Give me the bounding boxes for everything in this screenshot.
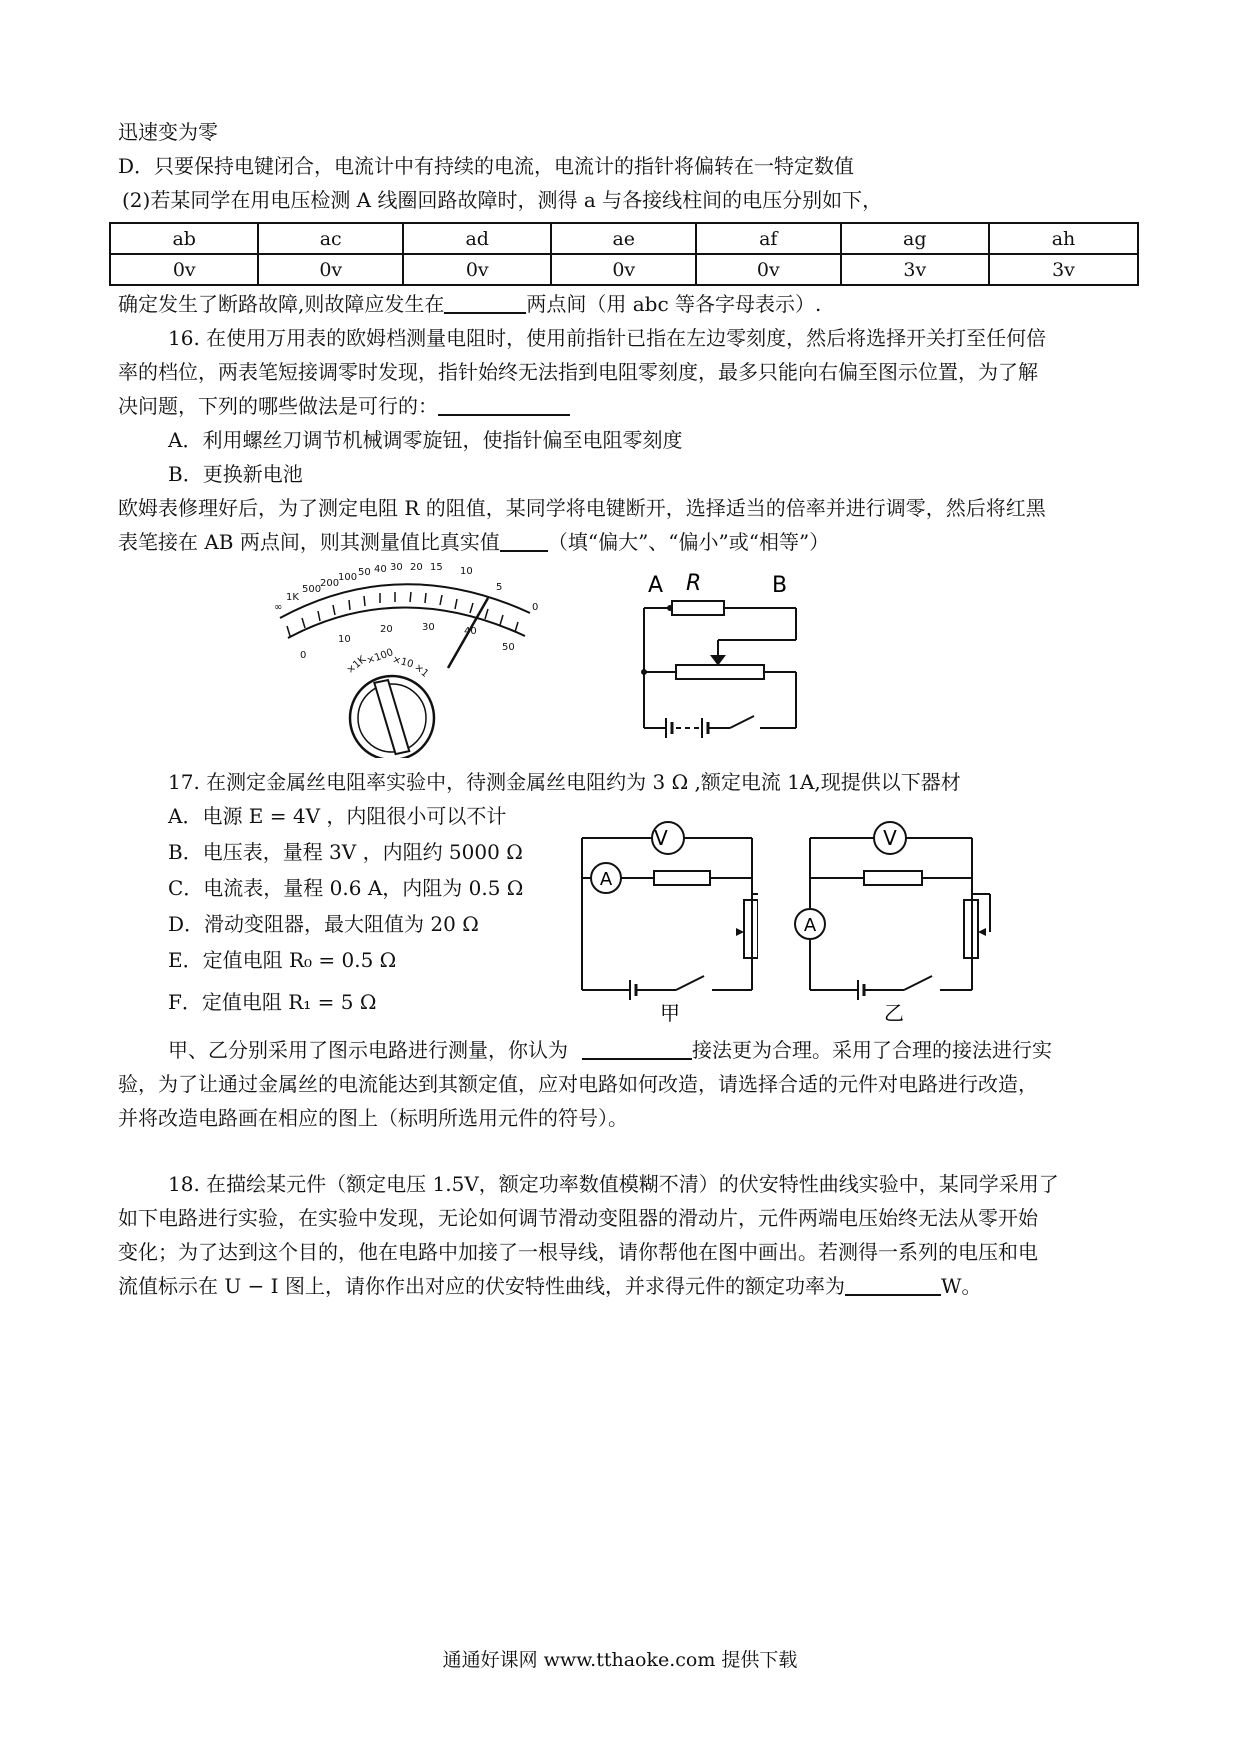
table-header-cell: ag [841,223,989,254]
meter-needle [448,598,488,668]
range-labels [345,647,431,680]
table-header-cell: af [696,223,841,254]
table-value-cell: 0v [258,254,403,285]
page-footer: 通通好课网 www.tthaoke.com 提供下载 [442,1649,798,1671]
option-d: D．只要保持电键闭合，电流计中有持续的电流，电流计的指针将偏转在一特定数值 [118,154,855,178]
answer-blank [500,550,548,552]
circuit-yi-figure [780,808,1020,1026]
question-16-followup-cont [118,528,829,556]
option-b: B．电压表，量程 3V ，内阻约 5000 Ω [168,840,523,864]
option-d: D．滑动变阻器，最大阻值为 20 Ω [168,912,479,936]
question-17-prompt-text: 甲、乙分别采用了图示电路进行测量，你认为 [168,1038,568,1062]
figure-caption: 乙 [884,1001,904,1025]
circuit-jia-figure [568,808,758,1026]
table-value-cell: 0v [403,254,551,285]
table-value-cell: 3v [841,254,989,285]
scale-label: 0 [532,602,539,613]
question-16-cont [118,392,570,420]
option-a: A．电源 E = 4V ，内阻很小可以不计 [168,804,507,828]
scale-label: 100 [338,572,358,583]
ohm-scale-labels [274,562,538,613]
table-value-cell: 3v [989,254,1138,285]
scale-label: 1K [286,592,299,603]
resistor-r-label: R [686,571,702,596]
table-value-cell: 0v [110,254,258,285]
question-17-cont: 验，为了让通过金属丝的电流能达到其额定值，应对电路如何改造，请选择合适的元件对电路进行改造， [118,1072,1038,1096]
table-value-cell: 0v [696,254,841,285]
range-label: ×10 [391,654,415,671]
range-label: ×1 [412,661,431,680]
table-header-cell: ab [110,223,258,254]
question-16-followup-tail: （填“偏大”、“偏小”或“相等”） [547,530,830,554]
table-row [110,254,1138,285]
selector-knob [374,679,409,756]
table-row [110,223,1138,254]
question-17: 17. 在测定金属丝电阻率实验中，待测金属丝电阻约为 3 Ω ,额定电流 1A,现提供以下器材 [168,770,961,794]
scale-label: 50 [358,567,371,578]
question-18-unit: W。 [940,1274,982,1298]
wire-resistor [864,871,922,885]
scale-label: 40 [374,564,387,575]
linear-scale-labels [300,622,515,661]
figure-caption: 甲 [660,1001,680,1025]
option-f: F．定值电阻 R₁ = 5 Ω [168,990,377,1014]
scale-label: 500 [302,584,322,595]
answer-blank [444,312,526,314]
scale-label: 30 [422,622,435,633]
option-b: B．更换新电池 [168,462,303,486]
question-18-cont: 变化；为了达到这个目的，他在电路中加接了一根导线，请你帮他在图中画出。若测得一系列的电压和电 [118,1240,1038,1264]
scale-label: 20 [380,624,393,635]
terminal-b-label: B [772,573,788,598]
fault-question [118,290,821,318]
text-line: 迅速变为零 [118,120,218,144]
voltmeter-label: V [654,826,668,850]
table-header-cell: ac [258,223,403,254]
ammeter-label: A [803,915,817,936]
table-header-cell: ae [551,223,696,254]
table-value-cell: 0v [551,254,696,285]
option-c: C．电流表，量程 0.6 A，内阻为 0.5 Ω [168,876,524,900]
answer-blank [582,1058,692,1060]
ammeter-label: A [599,869,613,890]
question-16-followup: 欧姆表修理好后，为了测定电阻 R 的阻值，某同学将电键断开，选择适当的倍率并进行调零，然后将红黑 [118,496,1046,520]
question-17-prompt [168,1036,1052,1064]
answer-blank [438,414,570,416]
question-16: 16. 在使用万用表的欧姆档测量电阻时，使用前指针已指在左边零刻度，然后将选择开关打至任何倍 [168,326,1047,350]
range-label: ×100 [365,647,395,667]
scale-label: 10 [460,566,473,577]
scale-label: ∞ [274,602,283,613]
voltage-table [109,222,1139,286]
fault-question-text: 确定发生了断路故障,则故障应发生在 [118,292,445,316]
question-16-cont: 率的档位，两表笔短接调零时发现，指针始终无法指到电阻零刻度，最多只能向右偏至图示位置，为了解 [118,360,1038,384]
question-15-part2: (2)若某同学在用电压检测 A 线圈回路故障时，测得 a 与各接线柱间的电压分别如下， [122,188,883,212]
fault-question-text-tail: 两点间（用 abc 等各字母表示）. [526,292,822,316]
option-a: A．利用螺丝刀调节机械调零旋钮，使指针偏至电阻零刻度 [168,428,683,452]
question-17-cont: 并将改造电路画在相应的图上（标明所选用元件的符号）。 [118,1106,628,1130]
answer-blank [845,1294,941,1296]
question-16-prompt: 决问题，下列的哪些做法是可行的： [118,394,438,418]
scale-label: 10 [338,634,351,645]
question-16-followup-text: 表笔接在 AB 两点间，则其测量值比真实值 [118,530,500,554]
range-label: ×1K [344,654,369,677]
question-18-prompt: 流值标示在 U − I 图上，请你作出对应的伏安特性曲线，并求得元件的额定功率为 [118,1274,845,1298]
scale-label: 15 [430,562,443,573]
scale-label: 30 [390,562,403,573]
scale-label: 50 [502,642,515,653]
scale-label: 40 [464,626,477,637]
table-header-cell: ah [989,223,1138,254]
scale-label: 20 [410,562,423,573]
question-17-prompt-tail: 接法更为合理。采用了合理的接法进行实 [692,1038,1052,1062]
multimeter-figure [270,558,580,758]
table-header-cell: ad [403,223,551,254]
scale-label: 0 [300,650,307,661]
terminal-a-label: A [648,573,664,598]
scale-label: 200 [320,578,340,589]
wire-resistor [654,871,710,885]
question-18-cont: 如下电路进行实验，在实验中发现，无论如何调节滑动变阻器的滑动片，元件两端电压始终无法从零开始 [118,1206,1038,1230]
question-18-cont [118,1272,982,1300]
scale-label: 5 [496,582,503,593]
voltmeter-label: V [883,826,897,850]
option-e: E．定值电阻 R₀ = 0.5 Ω [168,948,397,972]
question-18: 18. 在描绘某元件（额定电压 1.5V，额定功率数值模糊不清）的伏安特性曲线实验中，某同学采用了 [168,1172,1059,1196]
ohmmeter-circuit-figure [630,568,810,753]
